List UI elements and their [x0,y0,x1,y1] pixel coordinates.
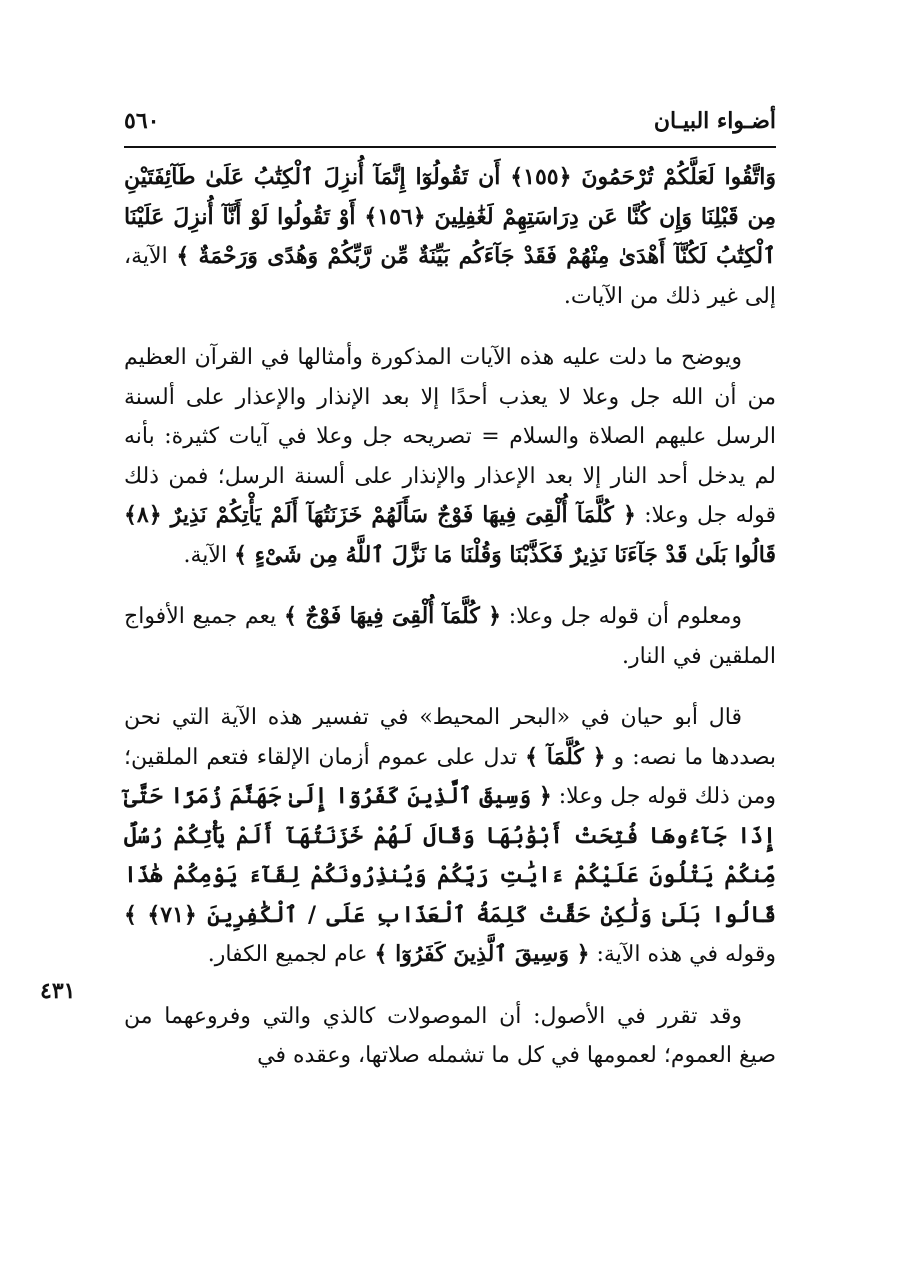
paragraph-text: الآية. [183,542,235,568]
paragraph-text: وقد تقرر في الأصول: أن الموصولات كالذي والتي وفروعهما من صيغ العموم؛ لعمومها في كل ما تشمله صلاتها، وعقده في [124,1003,776,1068]
paragraph-text: تدل على عموم أزمان الإلقاء فتعم الملقين؛ ومن ذلك قوله جل وعلا: [124,744,777,809]
page-header [124,108,776,144]
paragraph-text: ويوضح ما دلت عليه هذه الآيات المذكورة وأمثالها في القرآن العظيم من أن الله جل وعلا لا يعذب أحدًا إلا بعد الإنذار والإعذار على ألسنة الرسل عليهم الصلاة والسلام = تصريحه جل وعلا في آيات كثيرة: بأنه لم يدخل أحد النار إلا بعد الإعذار والإنذار على ألسنة الرسل؛ فمن ذلك قوله جل وعلا: [124,345,776,528]
paragraph-2 [124,338,776,575]
paragraph-text: الآية، إلى غير ذلك من الآيات. [124,244,776,309]
quran-verse: وَاتَّقُوا لَعَلَّكُمْ تُرْحَمُونَ ﴿١٥٥﴾ أَن تَقُولُوٓا إِنَّمَآ أُنزِلَ ٱلْكِتَٰبُ عَلَىٰ طَآئِفَتَيْنِ مِن قَبْلِنَا وَإِن كُنَّا عَن دِرَاسَتِهِمْ لَغَٰفِلِينَ ﴿١٥٦﴾ أَوْ تَقُولُوا لَوْ أَنَّآ أُنزِلَ عَلَيْنَا ٱلْكِتَٰبُ لَكُنَّآ أَهْدَىٰ مِنْهُمْ فَقَدْ جَآءَكُم بَيِّنَةٌ مِّن رَّبِّكُمْ وَهُدًى وَرَحْمَةٌ ﴾ [124,164,777,269]
page-number: ٥٦٠ [124,108,160,134]
page-body [124,158,776,1098]
quran-verse: ﴿ وَسِيقَ ٱلَّذِينَ كَفَرُوٓا إِلَىٰ جَهَنَّمَ زُمَرًا حَتَّىٰٓ إِذَا جَآءُوهَا فُتِحَتْ أَبْوَٰبُهَا وَقَالَ لَهُمْ خَزَنَتُهَآ أَلَمْ يَأْتِكُمْ رُسُلٌ مِّنكُمْ يَتْلُونَ عَلَيْكُمْ ءَايَٰتِ رَبِّكُمْ وَيُنذِرُونَكُمْ لِقَآءَ يَوْمِكُمْ هَٰذَا قَالُوا بَلَىٰ وَلَٰكِنْ حَقَّتْ كَلِمَةُ ٱلْعَذَابِ عَلَى / ٱلْكَٰفِرِينَ ﴿٧١﴾ ﴾ [124,783,776,928]
paragraph-3 [124,597,776,676]
margin-page-reference: ٤٣١ [40,978,76,1004]
header-divider [124,146,776,148]
quran-verse: ﴿ كُلَّمَآ أُلْقِىَ فِيهَا فَوْجٌ سَأَلَهُمْ خَزَنَتُهَآ أَلَمْ يَأْتِكُمْ نَذِيرٌ ﴿٨﴾ قَالُوا بَلَىٰ قَدْ جَآءَنَا نَذِيرٌ فَكَذَّبْنَا وَقُلْنَا مَا نَزَّلَ ٱللَّهُ مِن شَىْءٍ ﴾ [124,502,776,568]
paragraph-4 [124,698,776,975]
paragraph-text: عام لجميع الكفار. [207,942,375,967]
paragraph-1 [124,158,776,316]
running-title: أضـواء البيـان [653,108,776,134]
paragraph-text: وقوله في هذه الآية: [589,942,776,967]
quran-verse: ﴿ كُلَّمَآ ﴾ [525,743,606,770]
paragraph-5 [124,997,776,1076]
paragraph-text: قال أبو حيان في «البحر المحيط» في تفسير هذه الآية التي نحن بصددها ما نصه: و [124,705,777,770]
quran-verse: ﴿ كُلَّمَآ أُلْقِىَ فِيهَا فَوْجٌ ﴾ [283,603,502,629]
paragraph-text: يعم جميع الأفواج الملقين في النار. [124,604,776,669]
paragraph-text: ومعلوم أن قوله جل وعلا: [501,604,742,629]
quran-verse: ﴿ وَسِيقَ ٱلَّذِينَ كَفَرُوٓا ﴾ [374,941,590,967]
